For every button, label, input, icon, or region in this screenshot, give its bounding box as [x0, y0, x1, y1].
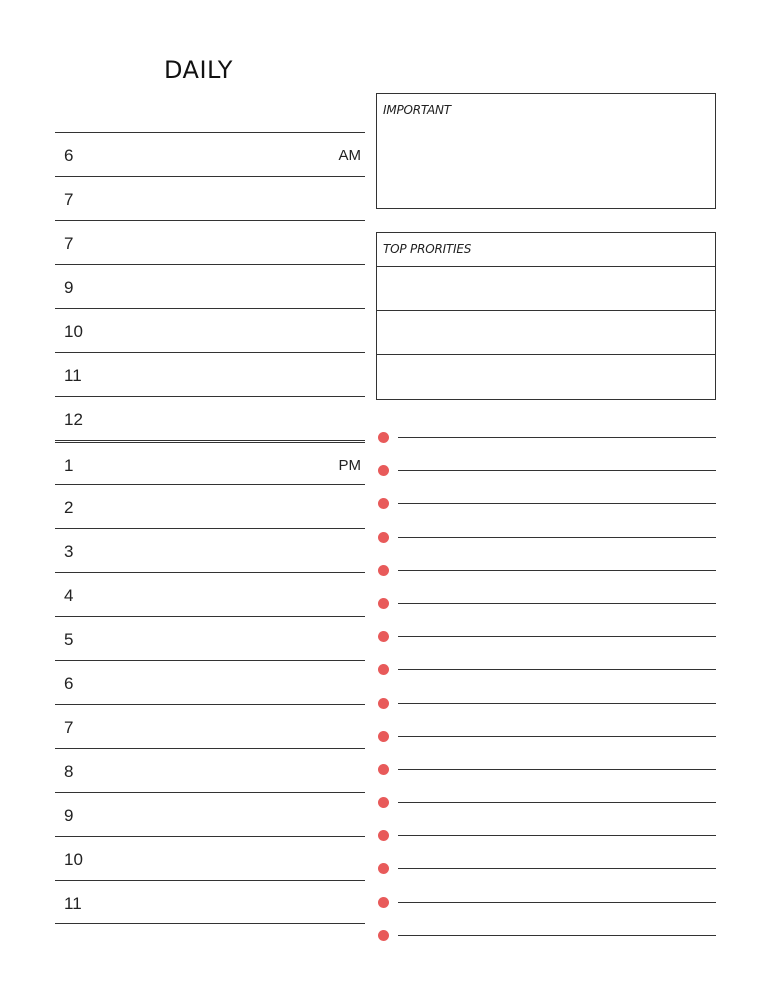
checklist-line[interactable]	[398, 935, 716, 936]
hour-label: 4	[64, 586, 74, 605]
checklist-item[interactable]	[378, 594, 718, 627]
bullet-dot-icon	[378, 631, 389, 642]
checklist-item[interactable]	[378, 528, 718, 561]
hourly-schedule	[55, 132, 365, 924]
checklist-line[interactable]	[398, 802, 716, 803]
bullet-dot-icon	[378, 432, 389, 443]
schedule-row[interactable]	[55, 220, 365, 264]
bullet-dot-icon	[378, 598, 389, 609]
checklist-line[interactable]	[398, 835, 716, 836]
bullet-dot-icon	[378, 830, 389, 841]
bullet-dot-icon	[378, 731, 389, 742]
schedule-row[interactable]	[55, 836, 365, 880]
hour-label: 11	[64, 894, 82, 913]
priorities-header	[377, 233, 715, 267]
checklist-line[interactable]	[398, 769, 716, 770]
schedule-row[interactable]	[55, 440, 365, 484]
top-priorities-box	[376, 232, 716, 400]
checklist-line[interactable]	[398, 868, 716, 869]
bullet-dot-icon	[378, 863, 389, 874]
hour-label: 2	[64, 498, 74, 517]
hour-label: 1	[64, 456, 74, 475]
hour-label: 12	[64, 410, 83, 429]
schedule-row[interactable]	[55, 308, 365, 352]
schedule-row[interactable]	[55, 352, 365, 396]
important-label: IMPORTANT	[383, 103, 451, 117]
schedule-row[interactable]	[55, 264, 365, 308]
schedule-row[interactable]	[55, 660, 365, 704]
hour-label: 5	[64, 630, 74, 649]
checklist-line[interactable]	[398, 603, 716, 604]
bullet-dot-icon	[378, 498, 389, 509]
schedule-row[interactable]	[55, 880, 365, 924]
page-title: DAILY	[164, 56, 233, 84]
checklist-item[interactable]	[378, 428, 718, 461]
bullet-dot-icon	[378, 565, 389, 576]
hour-label: 9	[64, 806, 74, 825]
bullet-dot-icon	[378, 897, 389, 908]
meridiem-label: AM	[338, 147, 361, 164]
hour-label: 7	[64, 718, 74, 737]
checklist-item[interactable]	[378, 727, 718, 760]
checklist-item[interactable]	[378, 461, 718, 494]
checklist-line[interactable]	[398, 570, 716, 571]
hour-label: 6	[64, 146, 74, 165]
checklist-line[interactable]	[398, 636, 716, 637]
checklist-item[interactable]	[378, 627, 718, 660]
checklist-item[interactable]	[378, 760, 718, 793]
checklist-line[interactable]	[398, 736, 716, 737]
checklist-item[interactable]	[378, 859, 718, 892]
hour-label: 6	[64, 674, 74, 693]
checklist-item[interactable]	[378, 694, 718, 727]
checklist-line[interactable]	[398, 437, 716, 438]
checklist-item[interactable]	[378, 893, 718, 926]
meridiem-label: PM	[338, 457, 361, 474]
schedule-row[interactable]	[55, 132, 365, 176]
checklist-item[interactable]	[378, 660, 718, 693]
checklist-item[interactable]	[378, 561, 718, 594]
schedule-row[interactable]	[55, 396, 365, 440]
priority-slot[interactable]	[377, 355, 715, 399]
schedule-row[interactable]	[55, 616, 365, 660]
bullet-dot-icon	[378, 930, 389, 941]
schedule-row[interactable]	[55, 704, 365, 748]
schedule-row[interactable]	[55, 748, 365, 792]
priorities-label: TOP PRORITIES	[383, 242, 472, 256]
checklist	[378, 428, 718, 959]
bullet-dot-icon	[378, 698, 389, 709]
bullet-dot-icon	[378, 664, 389, 675]
hour-label: 11	[64, 366, 82, 385]
important-box[interactable]	[376, 93, 716, 209]
schedule-row[interactable]	[55, 572, 365, 616]
checklist-line[interactable]	[398, 537, 716, 538]
bullet-dot-icon	[378, 532, 389, 543]
checklist-line[interactable]	[398, 902, 716, 903]
hour-label: 3	[64, 542, 74, 561]
checklist-line[interactable]	[398, 503, 716, 504]
bullet-dot-icon	[378, 797, 389, 808]
bullet-dot-icon	[378, 764, 389, 775]
hour-label: 8	[64, 762, 74, 781]
hour-label: 10	[64, 322, 83, 341]
schedule-row[interactable]	[55, 792, 365, 836]
schedule-row[interactable]	[55, 528, 365, 572]
hour-label: 10	[64, 850, 83, 869]
priority-slot[interactable]	[377, 267, 715, 311]
checklist-item[interactable]	[378, 926, 718, 959]
checklist-item[interactable]	[378, 826, 718, 859]
schedule-row[interactable]	[55, 176, 365, 220]
checklist-item[interactable]	[378, 494, 718, 527]
hour-label: 7	[64, 234, 74, 253]
bullet-dot-icon	[378, 465, 389, 476]
hour-label: 7	[64, 190, 74, 209]
checklist-line[interactable]	[398, 669, 716, 670]
priority-slot[interactable]	[377, 311, 715, 355]
checklist-item[interactable]	[378, 793, 718, 826]
hour-label: 9	[64, 278, 74, 297]
checklist-line[interactable]	[398, 703, 716, 704]
schedule-row[interactable]	[55, 484, 365, 528]
checklist-line[interactable]	[398, 470, 716, 471]
